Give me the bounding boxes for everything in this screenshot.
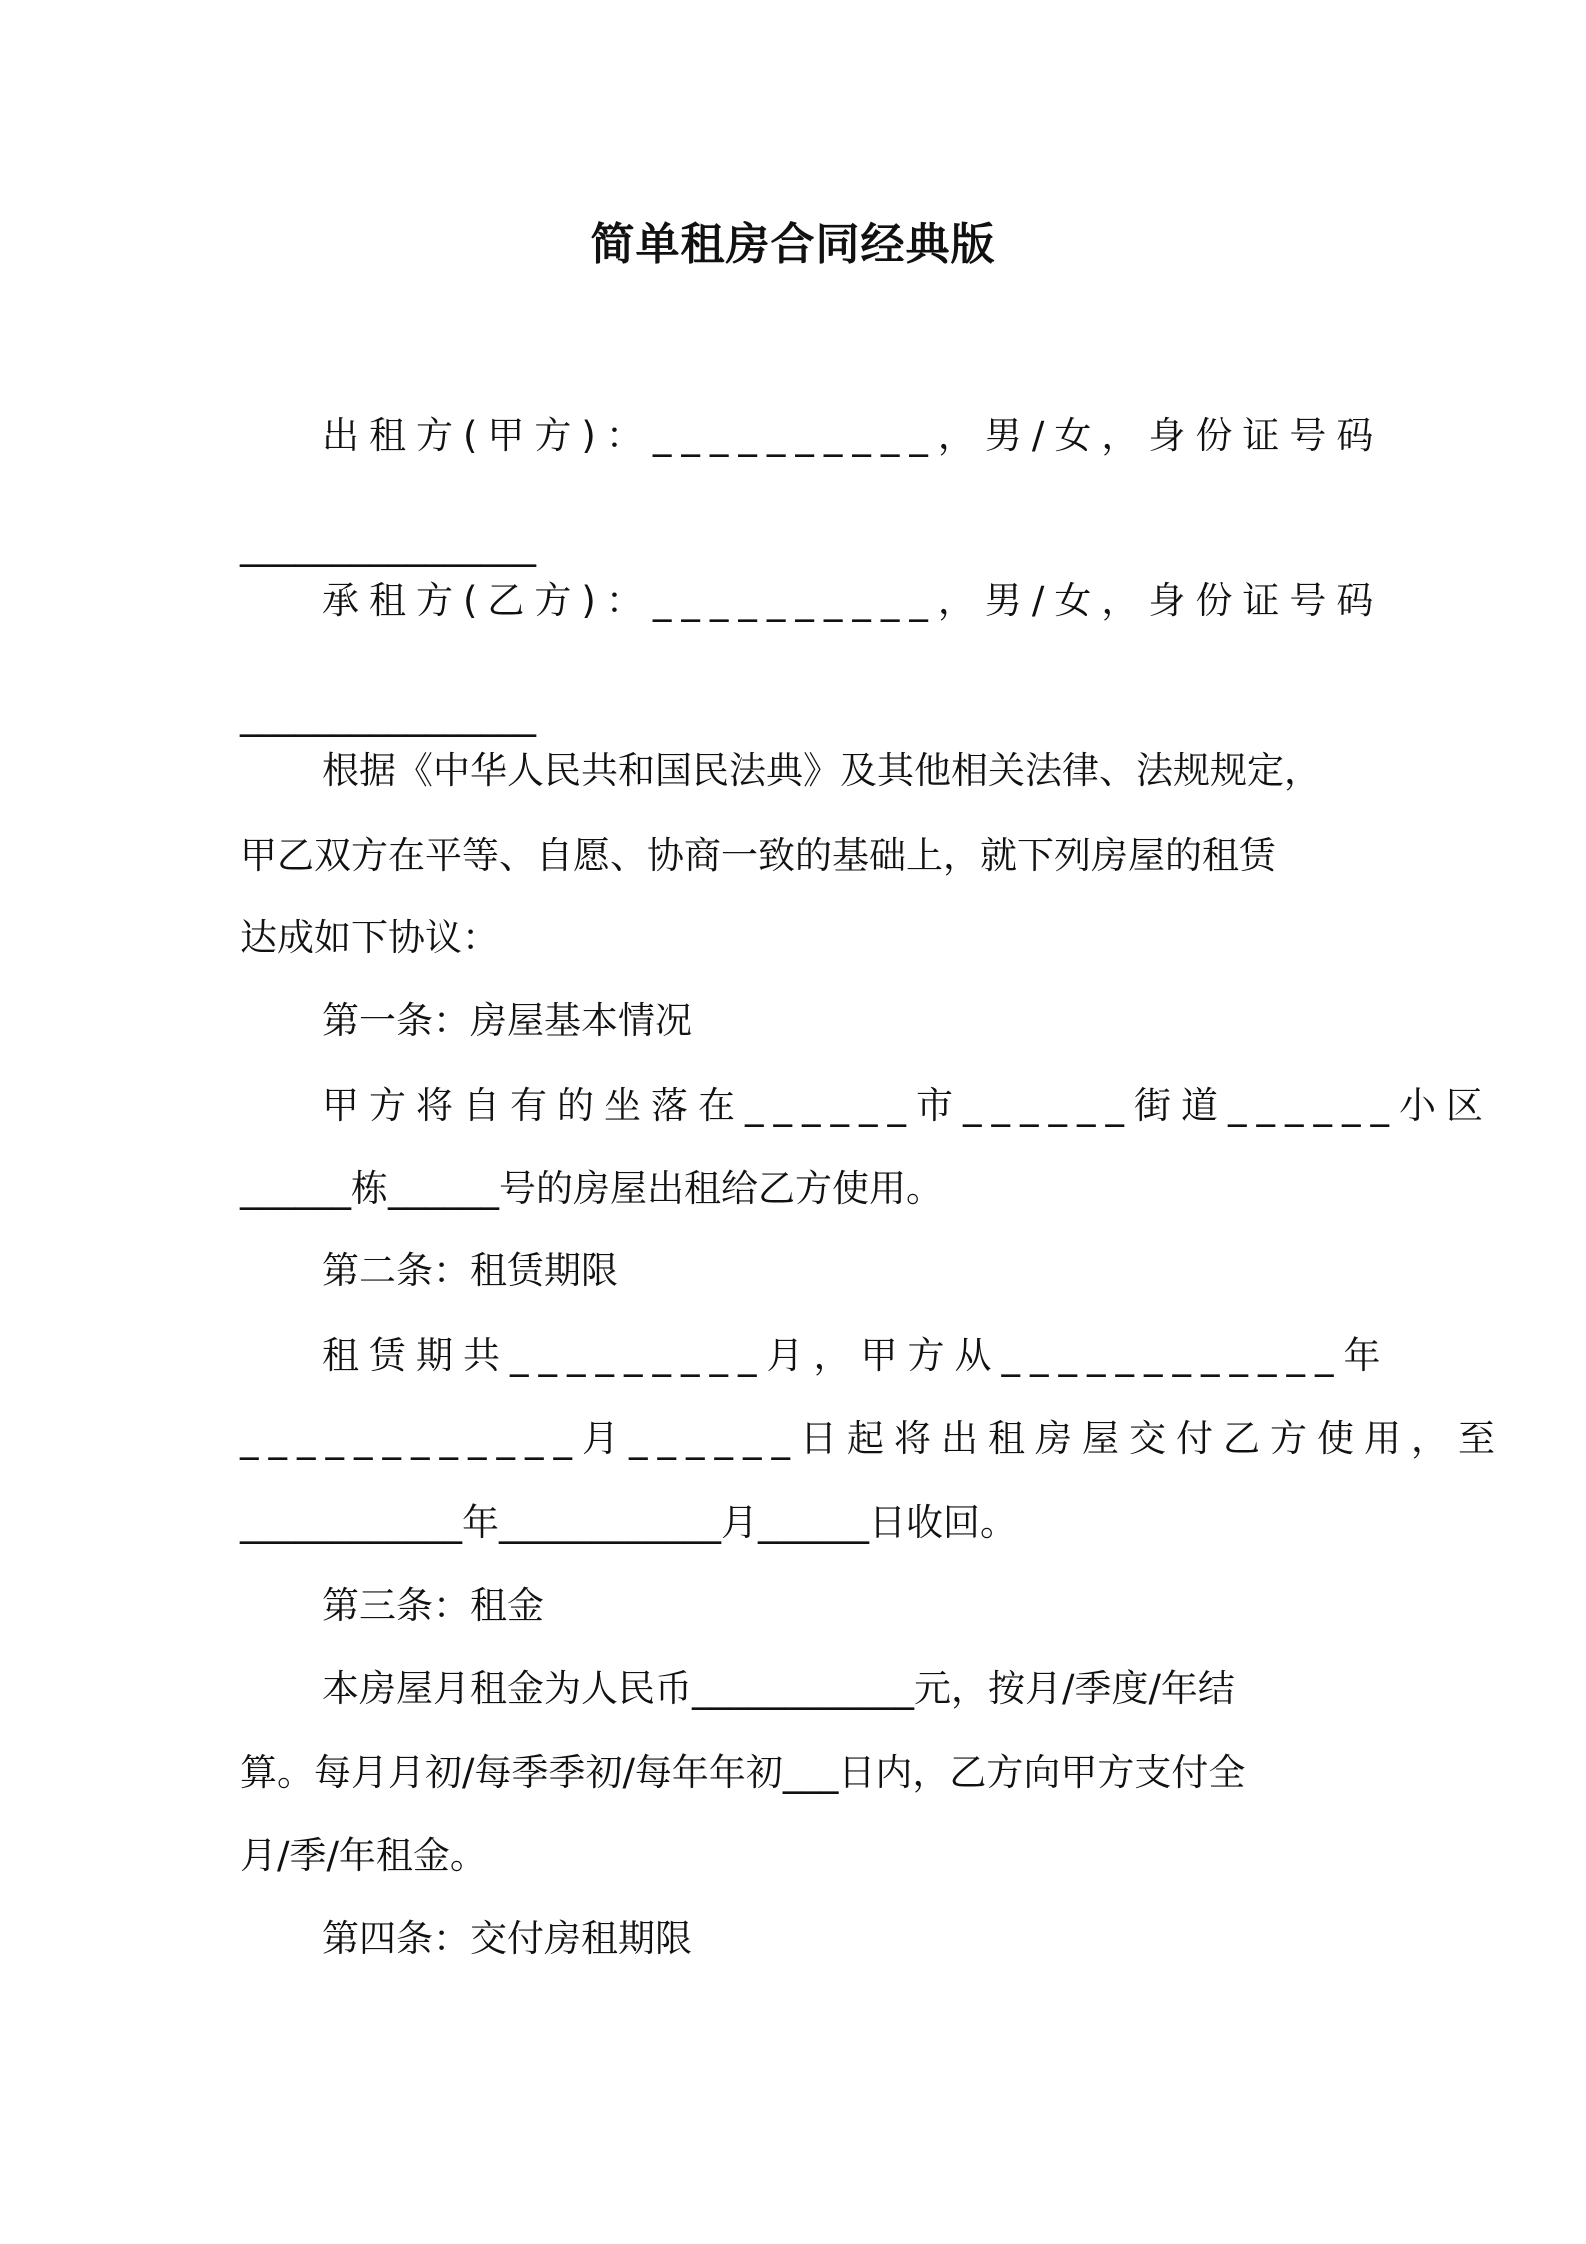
article-3-line-2: 算。每月月初/每季季初/每年年初___日内，乙方向甲方支付全 bbox=[240, 1751, 1246, 1794]
article-1-line-1: 甲方将自有的坐落在______市______街道______小区 bbox=[322, 1084, 1493, 1127]
preamble-line-1: 根据《中华人民共和国民法典》及其他相关法律、法规规定， bbox=[322, 749, 1321, 792]
article-4-heading: 第四条：交付房租期限 bbox=[322, 1917, 692, 1960]
article-2-line-3: ____________年____________月______日收回。 bbox=[240, 1501, 1017, 1544]
article-1-heading: 第一条：房屋基本情况 bbox=[322, 999, 692, 1042]
document-title: 简单租房合同经典版 bbox=[590, 219, 996, 270]
article-2-heading: 第二条：租赁期限 bbox=[322, 1249, 618, 1292]
lessee-line: 承租方(乙方)：__________，男/女，身份证号码 bbox=[322, 579, 1384, 622]
preamble-line-3: 达成如下协议： bbox=[240, 916, 499, 959]
lessee-id-blank: ________________ bbox=[240, 694, 536, 737]
lessor-line: 出租方(甲方)：__________，男/女，身份证号码 bbox=[322, 414, 1384, 457]
preamble-line-2: 甲乙双方在平等、自愿、协商一致的基础上，就下列房屋的租赁 bbox=[240, 834, 1276, 877]
article-3-heading: 第三条：租金 bbox=[322, 1584, 544, 1627]
article-2-line-2: ____________月______日起将出租房屋交付乙方使用，至 bbox=[240, 1417, 1505, 1460]
article-3-line-1: 本房屋月租金为人民币____________元，按月/季度/年结 bbox=[322, 1667, 1235, 1710]
article-3-line-3: 月/季/年租金。 bbox=[240, 1834, 487, 1877]
article-2-line-1: 租赁期共_________月，甲方从____________年 bbox=[322, 1334, 1391, 1377]
lessor-id-blank: ________________ bbox=[240, 524, 536, 567]
article-1-line-2: ______栋______号的房屋出租给乙方使用。 bbox=[240, 1167, 943, 1210]
